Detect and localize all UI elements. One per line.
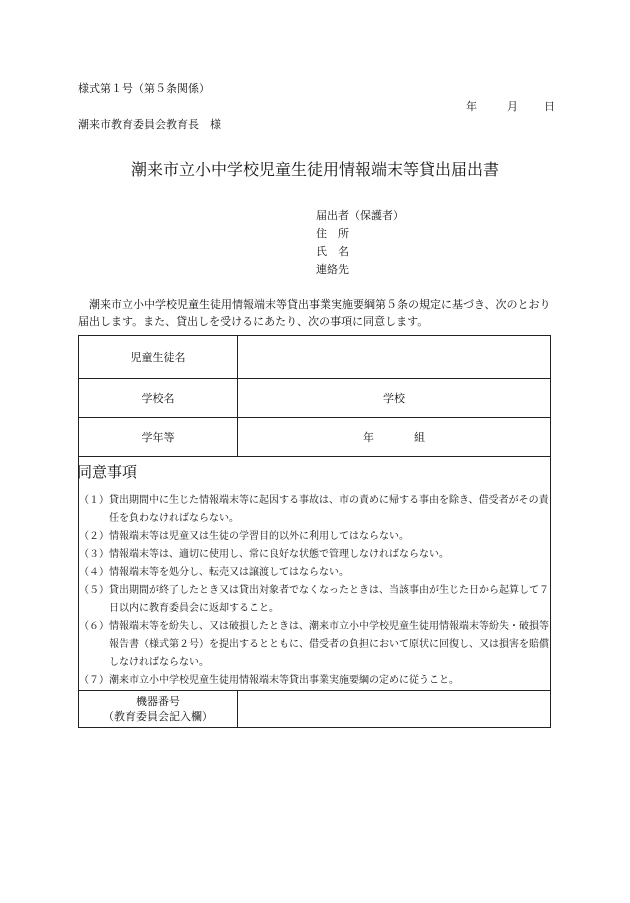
student-name-label: 児童生徒名 (79, 336, 238, 379)
table-row (79, 336, 551, 379)
consent-item: （１） 貸出期間中に生じた情報端末等に起因する事故は、市の責めに帰する事由を除き、借受者がその責任を負わなければならない。 (79, 495, 549, 524)
device-label-line2: （教育委員会記入欄） (103, 710, 213, 723)
table-row (79, 418, 551, 457)
date-year: 年 (466, 100, 477, 113)
date-day: 日 (544, 100, 555, 113)
table-row (79, 379, 551, 418)
addressee: 潮来市教育委員会教育長 様 (78, 118, 221, 131)
school-label: 学校名 (79, 379, 238, 418)
grade-class: 組 (414, 431, 425, 444)
date-line (466, 100, 555, 114)
applicant-contact-label: 連絡先 (316, 263, 349, 276)
intro-text: 潮来市立小中学校児童生徒用情報端末等貸出事業実施要綱第５条の規定に基づき、次のとおり届出します。また、貸出しを受けるにあたり、次の事項に同意します。 (78, 298, 551, 328)
school-suffix: 学校 (383, 392, 405, 405)
application-table (78, 335, 551, 728)
consent-item: （６） 情報端末等を紛失し、又は破損したときは、潮来市立小中学校児童生徒用情報端末等紛失・破損等報告書（様式第２号）を提出するとともに、借受者の負担において原状に回復し、又は損害を賠償しなければならない。 (79, 621, 549, 668)
date-month: 月 (507, 100, 518, 113)
table-row (79, 457, 551, 691)
consent-item: （３） 情報端末等は、適切に使用し、常に良好な状態で管理しなければならない。 (79, 549, 449, 560)
consent-title: 同意事項 (77, 463, 138, 481)
consent-item: （４） 情報端末等を処分し、転売又は譲渡してはならない。 (79, 567, 349, 578)
grade-label: 学年等 (79, 418, 238, 457)
applicant-block (316, 207, 404, 279)
consent-item: （２） 情報端末等は児童又は生徒の学習目的以外に利用してはならない。 (79, 531, 409, 542)
grade-field[interactable] (238, 418, 551, 457)
applicant-name-label: 氏 名 (316, 245, 349, 258)
device-label-line1: 機器番号 (136, 695, 180, 708)
device-number-label (79, 691, 238, 728)
consent-section (79, 457, 551, 691)
table-row (79, 691, 551, 728)
consent-list (79, 492, 550, 690)
applicant-address-label: 住 所 (316, 227, 349, 240)
consent-item: （５） 貸出期間が終了したとき又は貸出対象者でなくなったときは、当該事由が生じた日から起算して７日以内に教育委員会に返却すること。 (79, 585, 549, 614)
device-number-field[interactable] (238, 691, 551, 728)
school-field[interactable] (238, 379, 551, 418)
student-name-field[interactable] (238, 336, 551, 379)
grade-year: 年 (363, 431, 374, 444)
form-number: 様式第１号（第５条関係） (78, 82, 210, 95)
consent-item: （７） 潮来市立小中学校児童生徒用情報端末等貸出事業実施要綱の定めに従うこと。 (79, 675, 459, 686)
applicant-heading: 届出者（保護者） (316, 209, 404, 222)
intro-paragraph (78, 296, 552, 330)
document-title: 潮来市立小中学校児童生徒用情報端末等貸出届出書 (130, 160, 499, 179)
